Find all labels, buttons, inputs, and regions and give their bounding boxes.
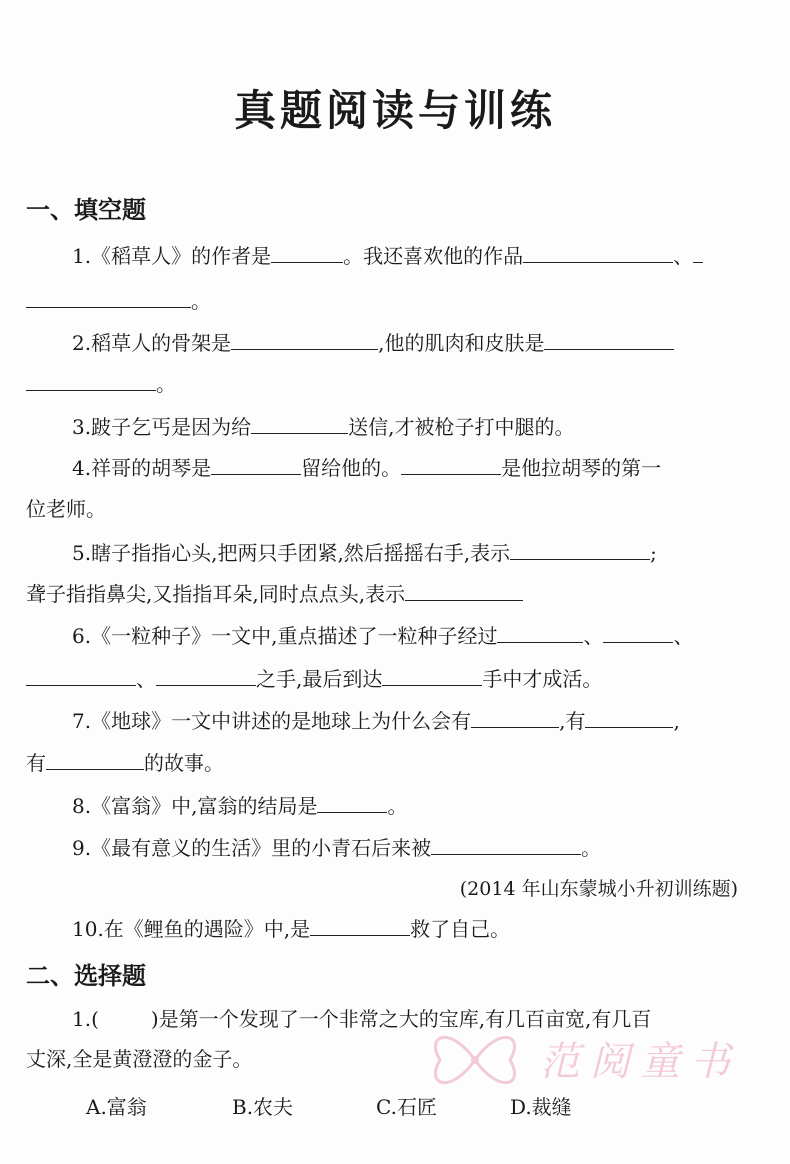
answer-blank <box>271 242 343 263</box>
section-fill-in-heading: 一、填空题 <box>26 196 146 224</box>
option-c: C.石匠 <box>376 1095 437 1119</box>
text: 、 <box>136 667 156 691</box>
text: 留给他的。 <box>301 456 402 480</box>
text: 5.瞎子指指心头,把两只手团紧,然后摇摇右手,表示 <box>72 541 511 565</box>
text: 是他拉胡琴的第一 <box>501 456 662 480</box>
answer-blank <box>497 622 583 643</box>
text: 1.( <box>72 1007 99 1031</box>
question-2-line-2 <box>26 370 176 397</box>
option-b: B.农夫 <box>232 1095 294 1119</box>
answer-blank <box>382 665 482 686</box>
text: 。 <box>581 836 602 860</box>
watermark-text: 范阅童书 <box>540 1039 740 1085</box>
text: 聋子指指鼻尖,又指指耳朵,同时点点头,表示 <box>26 582 406 606</box>
answer-blank <box>251 413 348 434</box>
question-6-line-2 <box>26 665 602 692</box>
text: 6.《一粒种子》一文中,重点描述了一粒种子经过 <box>72 624 498 648</box>
answer-blank <box>405 580 523 601</box>
text: 。 <box>387 794 408 818</box>
text: 、 <box>673 244 694 268</box>
question-5-line-1 <box>72 539 657 566</box>
answer-blank <box>156 665 256 686</box>
answer-blank <box>585 707 673 728</box>
text: 10.在《鲤鱼的遇险》中,是 <box>72 917 311 941</box>
text: 送信,才被枪子打中腿的。 <box>348 415 575 439</box>
question-10 <box>72 915 510 942</box>
question-2-line-1 <box>72 329 674 356</box>
text: 。我还喜欢他的作品 <box>343 244 524 268</box>
text: 、 <box>583 624 604 648</box>
question-1-line-1 <box>72 242 703 269</box>
question-4-line-1 <box>72 454 661 481</box>
answer-blank <box>231 329 378 350</box>
source-note: (2014 年山东蒙城小升初训练题) <box>459 878 738 900</box>
text: 之手,最后到达 <box>256 667 383 691</box>
text: 的故事。 <box>144 751 224 775</box>
text: 3.跛子乞丐是因为给 <box>72 415 252 439</box>
answer-blank <box>431 834 581 855</box>
question-6-line-1 <box>72 622 693 649</box>
choice-question-1-line-2 <box>26 1046 252 1072</box>
answer-blank <box>211 454 301 475</box>
question-8 <box>72 792 407 819</box>
text: 手中才成活。 <box>482 667 603 691</box>
question-1-line-2 <box>26 287 211 314</box>
answer-blank <box>471 707 559 728</box>
text: 、 <box>673 624 694 648</box>
answer-blank <box>26 665 136 686</box>
text: 有 <box>26 751 46 775</box>
text: , <box>673 709 680 733</box>
text: 位老师。 <box>26 497 106 521</box>
text: 9.《最有意义的生活》里的小青石后来被 <box>72 836 432 860</box>
answer-blank <box>26 287 191 308</box>
text: ,他的肌肉和皮肤是 <box>378 331 545 355</box>
text: 7.《地球》一文中讲述的是地球上为什么会有 <box>72 709 472 733</box>
butterfly-logo-icon <box>420 1020 530 1100</box>
question-7-line-1 <box>72 707 680 734</box>
text: ,有 <box>559 709 586 733</box>
question-4-line-2 <box>26 496 106 522</box>
answer-blank <box>46 749 144 770</box>
answer-blank <box>523 242 673 263</box>
text: 1.《稻草人》的作者是 <box>72 244 272 268</box>
text: 2.稻草人的骨架是 <box>72 331 232 355</box>
text: 救了自己。 <box>410 917 511 941</box>
text: 丈深,全是黄澄澄的金子。 <box>26 1047 253 1071</box>
section-multiple-choice-heading: 二、选择题 <box>26 962 146 990</box>
text: 4.祥哥的胡琴是 <box>72 456 212 480</box>
page-title: 真题阅读与训练 <box>233 86 556 135</box>
answer-blank <box>603 622 673 643</box>
question-3 <box>72 413 574 440</box>
publisher-watermark <box>420 1012 760 1102</box>
question-7-line-2 <box>26 749 224 776</box>
answer-blank <box>401 454 501 475</box>
option-d: D.裁缝 <box>510 1095 572 1119</box>
text: 。 <box>156 372 176 396</box>
question-5-line-2 <box>26 580 523 607</box>
text: 8.《富翁》中,富翁的结局是 <box>72 794 318 818</box>
answer-blank <box>510 539 650 560</box>
text: ; <box>650 541 657 565</box>
answer-blank <box>544 329 674 350</box>
answer-blank <box>693 242 703 263</box>
answer-blank <box>26 370 156 391</box>
answer-blank <box>310 915 410 936</box>
answer-blank <box>317 792 387 813</box>
option-a: A.富翁 <box>86 1095 147 1119</box>
text: 。 <box>191 289 211 313</box>
text: )是第一个发现了一个非常之大的宝库,有几百亩宽,有几百 <box>150 1007 652 1031</box>
question-9 <box>72 834 601 861</box>
